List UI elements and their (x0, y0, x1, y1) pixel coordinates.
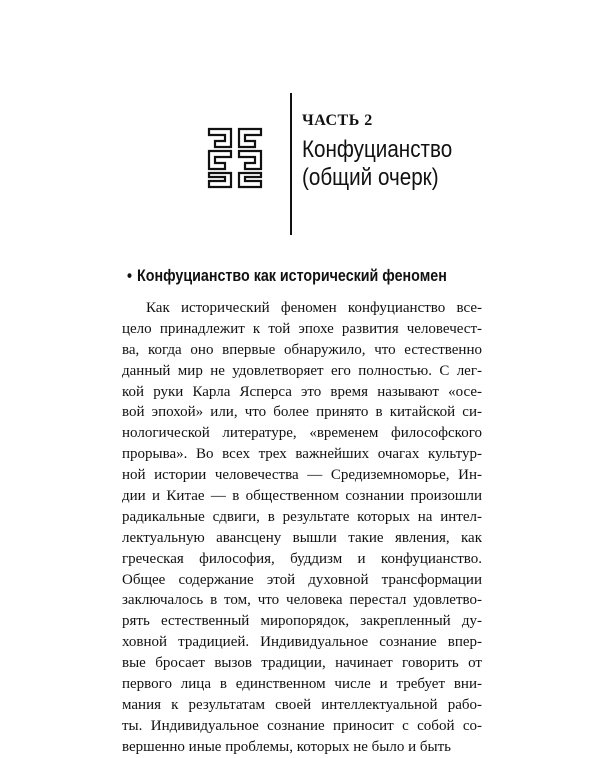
text-line: заключалось в том, что человека перестал удовлетво- (122, 592, 482, 609)
text-line: греческая философия, буддизм и конфуцианство. (122, 550, 482, 567)
text-line: прорыва». Во всех трех важнейших очагах культур- (122, 446, 482, 463)
text-line: рять естественный миропорядок, закрепленный ду- (122, 613, 482, 630)
text-line: лектуальную авансцену вышли такие явления, как (122, 529, 482, 546)
text-line: мания к результатам своей интеллектуальной рабо- (122, 696, 482, 713)
header-divider (290, 93, 292, 235)
text-line: первого лица в единственном числе и требует вни- (122, 676, 482, 693)
part-label: ЧАСТЬ 2 (302, 112, 373, 129)
text-line: ной истории человечества — Средиземноморье, Ин- (122, 467, 482, 484)
text-line: вершенно иные проблемы, которых не было и быть (122, 738, 451, 755)
chinese-meander-ornament-icon (205, 127, 265, 189)
section-heading-text: Конфуцианство как исторический феномен (137, 266, 447, 285)
text-line: Общее содержание этой духовной трансформации (122, 571, 482, 588)
text-line: вой эпохой» или, что более принято в китайской си- (122, 404, 482, 421)
text-line: Как исторический феномен конфуцианство все- (146, 300, 482, 316)
bullet-icon: • (127, 266, 133, 285)
text-line: ты. Индивидуальное сознание приносит с собой со- (122, 717, 482, 734)
text-line: цело принадлежит к той эпохе развития человечест- (122, 320, 482, 337)
section-heading (127, 266, 447, 286)
text-line: ховной традицией. Индивидуальное сознание впер- (122, 634, 482, 651)
text-line: вые бросает вызов традиции, начинает говорить от (122, 655, 482, 672)
text-line: кой руки Карла Ясперса это время называют «осе- (122, 383, 482, 400)
body-paragraph (122, 298, 482, 758)
part-title-line: (общий очерк) (302, 164, 439, 191)
text-line: ва, когда оно впервые обнаружило, что естественно (122, 341, 482, 358)
text-line: радикальные сдвиги, в результате которых на интел- (122, 508, 482, 525)
text-line: дии и Китае — в общественном сознании произошли (122, 488, 482, 505)
text-line: нологической литературе, «временем философского (122, 425, 482, 442)
part-title-line: Конфуцианство (302, 136, 453, 163)
part-title (302, 136, 526, 192)
text-line: данный мир не удовлетворяет его полностью. С лег- (122, 362, 482, 379)
